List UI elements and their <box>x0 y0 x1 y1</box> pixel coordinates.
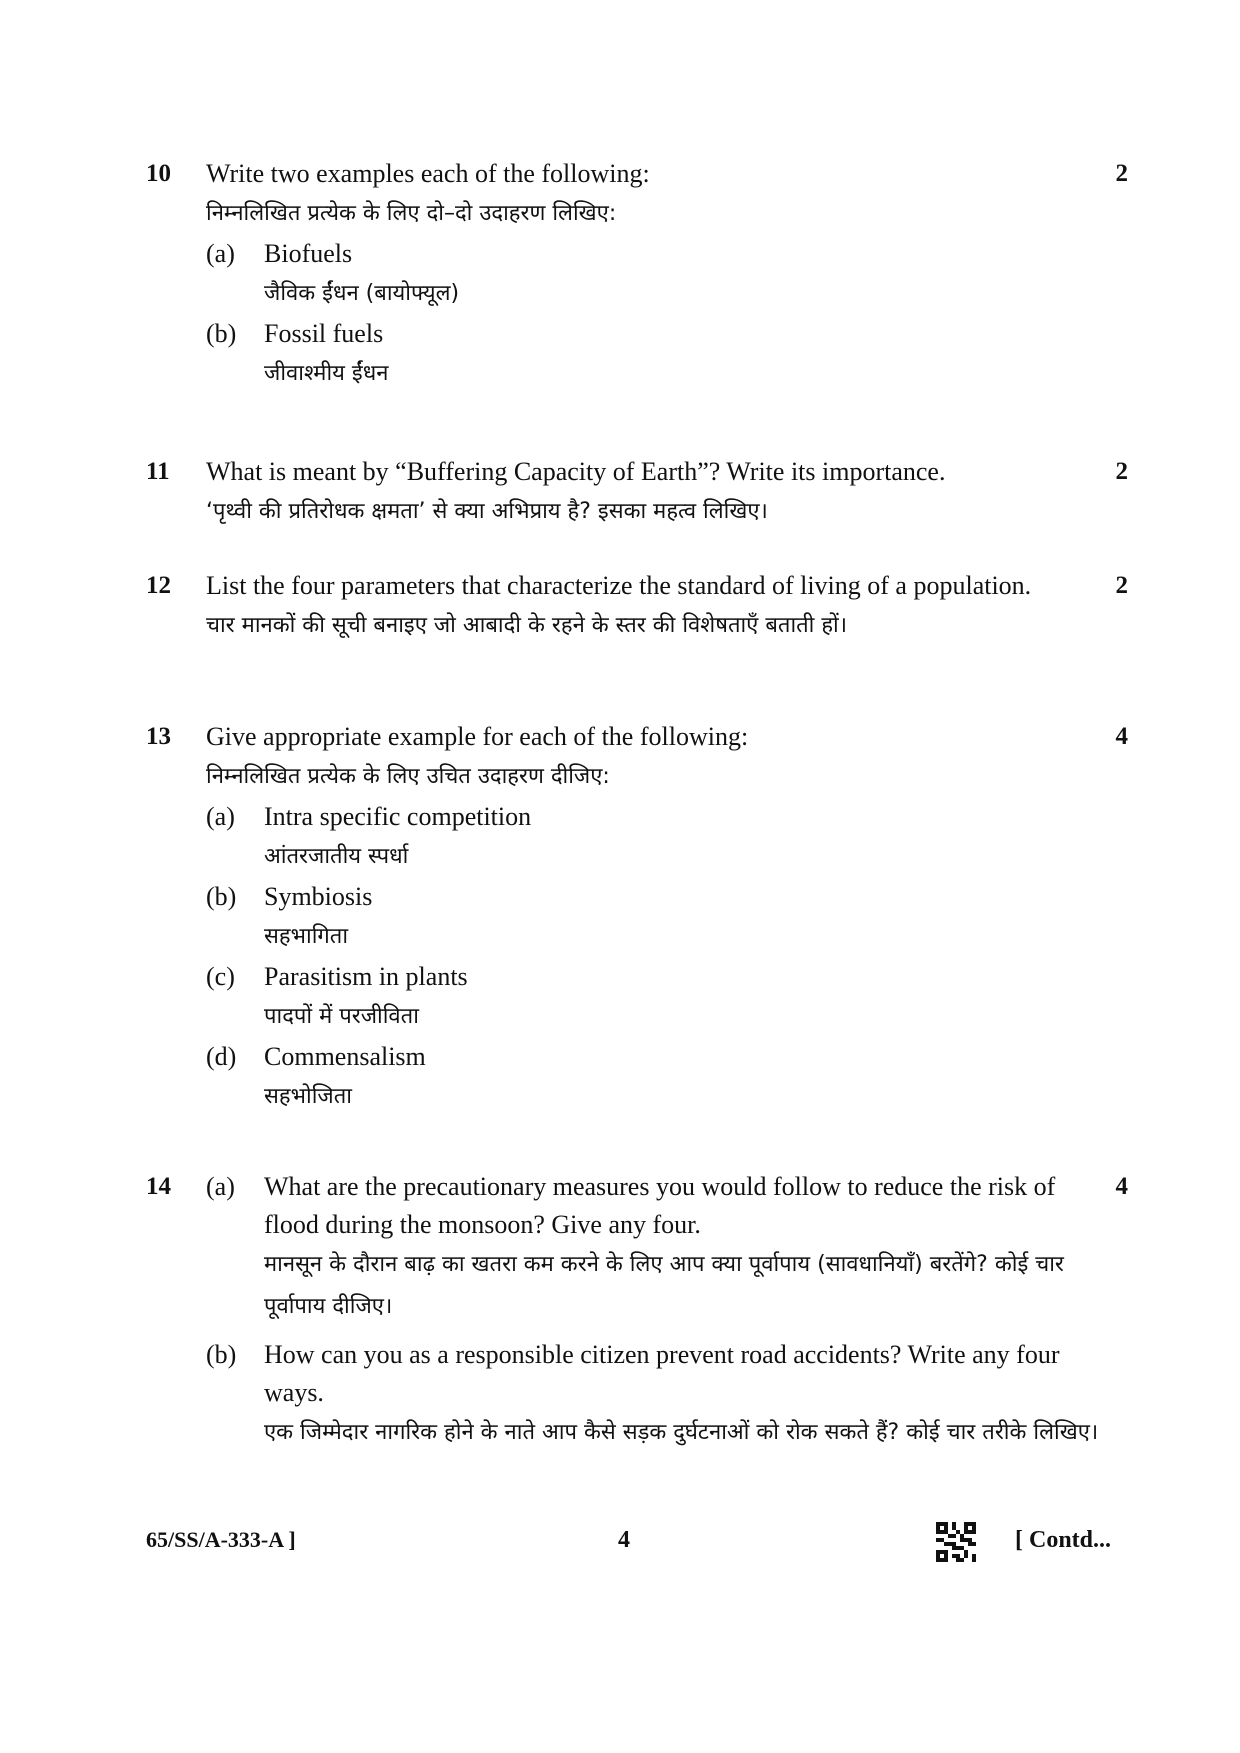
continued-label: [ Contd... <box>1015 1527 1112 1553</box>
question-part-b <box>206 1336 1116 1454</box>
paper-code: 65/SS/A-333-A ] <box>146 1527 296 1552</box>
question-marks: 4 <box>1115 723 1128 750</box>
question-marks: 2 <box>1115 160 1128 187</box>
question-part-b <box>206 878 1116 958</box>
part-text-hi: पादपों में परजीविता <box>264 1004 419 1029</box>
part-text-hi: आंतरजातीय स्पर्धा <box>264 844 409 869</box>
question-marks: 2 <box>1115 572 1128 599</box>
part-label: (b) <box>206 319 237 348</box>
part-text-hi: सहभोजिता <box>264 1084 352 1109</box>
question-marks: 4 <box>1115 1173 1128 1200</box>
question-body <box>206 567 1116 647</box>
part-text-hi: जैविक ईंधन (बायोफ्यूल) <box>264 281 460 306</box>
part-text-en: Commensalism <box>264 1042 426 1071</box>
part-text-hi: सहभागिता <box>264 924 349 949</box>
question-part-c <box>206 958 1116 1038</box>
question-body <box>206 453 1116 533</box>
part-text-en: Biofuels <box>264 239 353 268</box>
part-text-en: Symbiosis <box>264 882 373 911</box>
part-text-en: Fossil fuels <box>264 319 384 348</box>
question-body <box>206 1168 1116 1454</box>
question-text-hi: चार मानकों की सूची बनाइए जो आबादी के रहने के स्तर की विशेषताएँ बताती हों। <box>206 613 848 638</box>
question-text-en: What is meant by “Buffering Capacity of Earth”? Write its importance. <box>206 457 946 486</box>
part-label: (b) <box>206 882 237 911</box>
question-body <box>206 155 1116 395</box>
question-marks: 2 <box>1115 458 1128 485</box>
part-label: (d) <box>206 1042 237 1071</box>
question-text-hi: निम्नलिखित प्रत्येक के लिए उचित उदाहरण दीजिए: <box>206 764 610 789</box>
part-text-hi: जीवाश्मीय ईंधन <box>264 361 389 386</box>
question-number: 14 <box>146 1173 171 1200</box>
part-text-en: Intra specific competition <box>264 802 532 831</box>
question-number: 13 <box>146 723 171 750</box>
page-footer <box>0 1520 1240 1560</box>
part-label: (a) <box>206 239 235 268</box>
question-part-a <box>206 1168 1116 1328</box>
question-text-en: List the four parameters that characterize the standard of living of a population. <box>206 571 1032 600</box>
question-text-en: Write two examples each of the following: <box>206 159 650 188</box>
part-label: (a) <box>206 1172 235 1201</box>
question-number: 12 <box>146 572 171 599</box>
part-text-en: What are the precautionary measures you would follow to reduce the risk of flood during the monsoon? Give any four. <box>264 1172 1056 1239</box>
question-text-hi: निम्नलिखित प्रत्येक के लिए दो–दो उदाहरण लिखिए: <box>206 201 617 226</box>
question-part-b <box>206 315 1116 395</box>
part-label: (b) <box>206 1340 237 1369</box>
part-text-hi: मानसून के दौरान बाढ़ का खतरा कम करने के लिए आप क्या पूर्वापाय (सावधानियाँ) बरतेंगे? कोई चार पूर्वापाय दीजिए। <box>264 1252 1064 1319</box>
qr-code-icon <box>936 1522 976 1562</box>
question-part-d <box>206 1038 1116 1118</box>
question-body <box>206 718 1116 1118</box>
question-text-hi: ‘पृथ्वी की प्रतिरोधक क्षमता’ से क्या अभिप्राय है? इसका महत्व लिखिए। <box>206 499 768 524</box>
part-label: (c) <box>206 962 235 991</box>
part-text-en: How can you as a responsible citizen prevent road accidents? Write any four ways. <box>264 1340 1060 1407</box>
question-number: 10 <box>146 160 171 187</box>
part-text-hi: एक जिम्मेदार नागरिक होने के नाते आप कैसे सड़क दुर्घटनाओं को रोक सकते हैं? कोई चार तरीके लिखिए। <box>264 1420 1099 1445</box>
question-number: 11 <box>146 458 170 485</box>
question-part-a <box>206 235 1116 315</box>
part-label: (a) <box>206 802 235 831</box>
part-text-en: Parasitism in plants <box>264 962 468 991</box>
question-text-en: Give appropriate example for each of the following: <box>206 722 749 751</box>
page-number: 4 <box>618 1527 630 1553</box>
question-part-a <box>206 798 1116 878</box>
